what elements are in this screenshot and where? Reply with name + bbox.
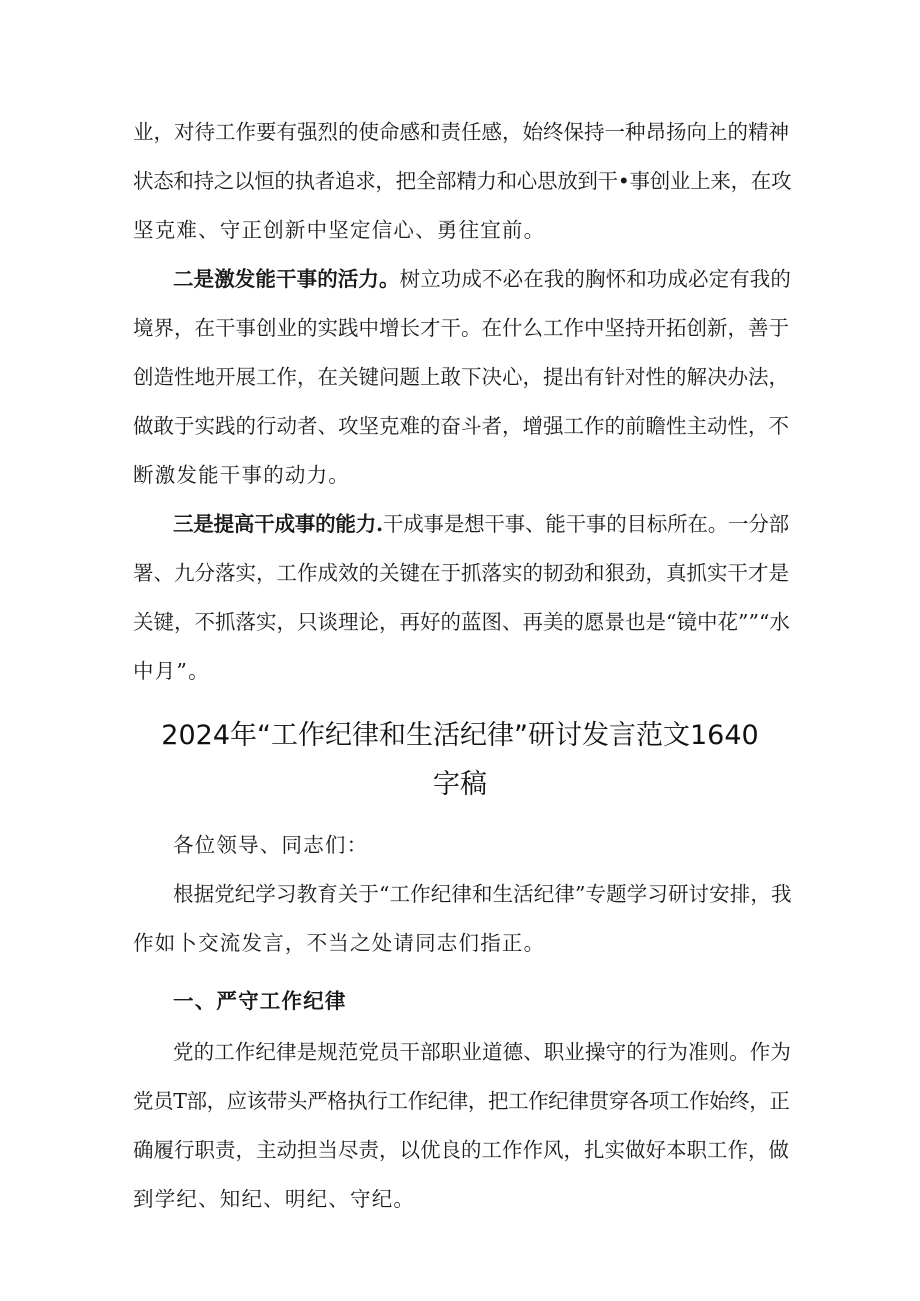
document-title-line-2: 字稿 [433,769,487,800]
text-line: 断激发能干事的动力。 [133,463,350,487]
text-line: 业，对待工作要有强烈的使命感和责任感，始终保持一种昂扬向上的精神 [133,120,789,144]
text-line: 做敢于实践的行动者、攻坚克难的奋斗者，增强工作的前瞻性主动性，不 [133,414,789,438]
text-line: 到学纪、知纪、明纪、守纪。 [133,1187,416,1211]
text-line: 坚克难、守正创新中坚定信心、勇往宜前。 [133,218,546,242]
paragraph-text: 树立功成不必在我的胸怀和功成必定有我的 [399,267,792,291]
paragraph-text: 干成事是想干事、能干事的目标所在。一分部 [382,512,789,536]
text-line [173,510,789,538]
paragraph-lead: 三是提高干成事的能力. [173,512,383,536]
text-line: 署、九分落实，工作成效的关键在于抓落实的韧劲和狠劲，真抓实干才是 [133,561,789,585]
text-line: 确履行职责，主动担当尽责，以优良的工作作风，扎实做好本职工作，做 [133,1138,789,1162]
text-line: 作如卜交流发言，不当之处请同志们指正。 [133,931,546,955]
document-title-line-1: 2024年“工作纪律和生活纪律”研讨发言范文1640 [161,720,759,751]
text-line [173,265,791,293]
text-line: 境界，在干事创业的实践中增长才干。在什么工作中坚持开拓创新，善于 [133,316,789,340]
section-heading: 一、严守工作纪律 [173,989,347,1013]
text-line: 创造性地开展工作，在关键问题上敢下决心，提出有针对性的解决办法， [133,365,789,389]
text-line: 党员T部，应该带头严格执行工作纪律，把工作纪律贯穿各项工作始终，正 [133,1089,790,1113]
text-line: 状态和持之以恒的执者追求，把全部精力和心思放到干•事创业上来，在攻 [133,169,792,193]
text-line: 关键，不抓落实，只谈理论，再好的蓝图、再美的愿景也是“镜中花””“水 [133,610,790,634]
text-line: 中月”。 [133,659,210,683]
salutation: 各位领导、同志们： [173,833,369,857]
text-line: 党的工作纪律是规范党员干部职业道德、职业操守的行为准则。作为 [173,1040,791,1064]
text-line: 根据党纪学习教育关于“工作纪律和生活纪律”专题学习研讨安排，我 [173,882,792,906]
paragraph-lead: 二是激发能干事的活力。 [173,267,400,291]
